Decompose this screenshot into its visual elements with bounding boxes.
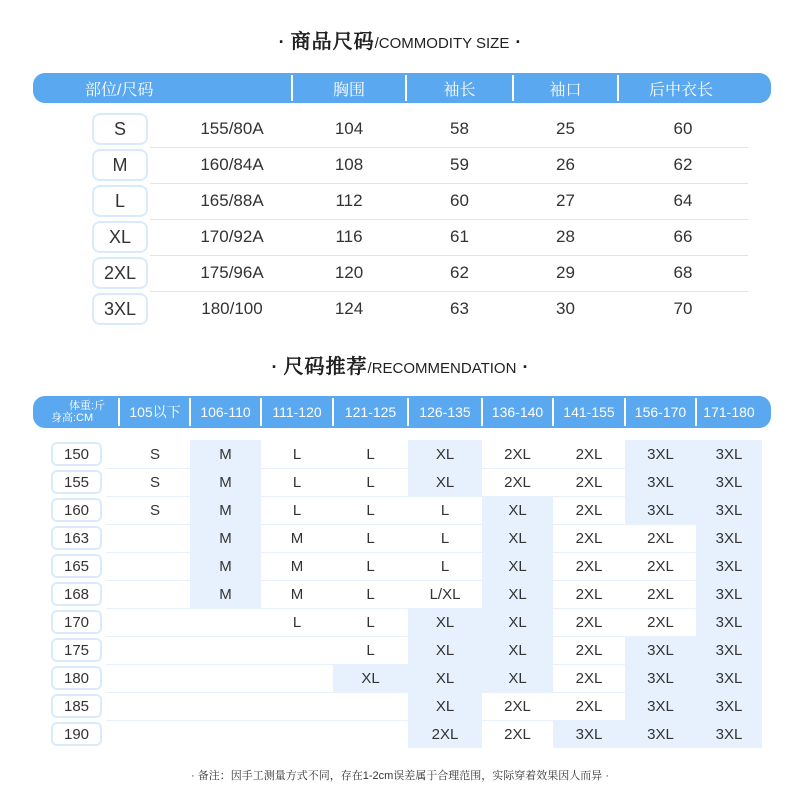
height-label: 160 [51,498,102,522]
recommended-size-cell: M [290,529,304,547]
size-table-header [33,73,771,103]
commodity-size-title-en: /COMMODITY SIZE [374,35,510,52]
cuff-value: 25 [556,119,575,138]
recommended-size-cell [261,692,333,720]
recommended-size-cell: M [190,496,261,524]
length-value: 66 [673,227,693,246]
height-label: 165 [51,554,102,578]
chest-value: 112 [335,191,363,210]
recommended-size-cell [190,692,261,720]
recommended-size-cell: 3XL [696,692,762,720]
recommended-size-cell [190,636,261,664]
recommended-size-cell: L/XL [429,585,461,603]
sleeve-value: 59 [450,155,469,174]
recommended-size-cell [190,720,261,748]
recommended-size-cell: L [366,473,375,491]
height-label: 190 [51,722,102,746]
recommended-size-cell: 2XL [575,445,603,463]
recommended-size-cell: S [149,445,160,463]
recommended-size-cell: M [190,468,261,496]
recommended-size-cell: L [292,445,302,463]
title-dot: · [271,357,278,377]
recommended-size-cell [333,692,408,720]
recommended-size-cell: L [366,613,375,631]
size-row [0,219,800,255]
size-label: XL [92,221,148,253]
corner-height-label: 身高:CM [51,412,94,424]
recommended-size-cell: 3XL [625,468,696,496]
recommended-size-cell: 2XL [575,529,603,547]
recommended-size-cell: M [290,557,304,575]
header-corner [33,396,116,428]
corner-weight-label: 体重:斤 [69,400,106,412]
recommended-size-cell [261,636,333,664]
size-spec: 155/80A [200,119,264,138]
recommended-size-cell: 2XL [647,529,674,547]
recommendation-title-en: /RECOMMENDATION [367,360,517,377]
cuff-value: 27 [556,191,575,210]
recommended-size-cell: L [440,529,450,547]
weight-header: 141-155 [563,404,615,420]
recommended-size-cell: 3XL [625,440,696,468]
height-label: 185 [51,694,102,718]
recommended-size-cell: 2XL [575,473,603,491]
size-spec: 180/100 [201,299,263,318]
recommended-size-cell: XL [408,608,482,636]
chest-value: 120 [334,263,364,282]
chest-value: 108 [334,155,364,174]
size-spec: 160/84A [200,155,264,174]
recommended-size-cell: 2XL [575,585,603,603]
recommended-size-cell [190,608,261,636]
length-value: 60 [673,119,693,138]
recommended-size-cell: L [440,501,450,519]
recommended-size-cell: 2XL [647,585,674,603]
weight-header: 171-180 [703,404,755,420]
title-dot: · [515,32,522,52]
recommended-size-cell: 3XL [696,580,762,608]
recommended-size-cell [190,664,261,692]
height-label: 170 [51,610,102,634]
height-label: 168 [51,582,102,606]
recommended-size-cell: XL [482,496,553,524]
recommended-size-cell: 2XL [575,501,603,519]
recommended-size-cell [120,580,190,608]
recommended-size-cell: 2XL [647,557,674,575]
weight-header: 111-120 [272,404,322,420]
recommended-size-cell: L [366,445,375,463]
commodity-size-title-zh: 商品尺码 [290,31,375,53]
recommended-size-cell: 2XL [575,669,603,687]
height-label: 175 [51,638,102,662]
header-cuff: 袖口 [549,81,582,99]
size-label: L [92,185,148,217]
recommended-size-cell: XL [482,636,553,664]
size-spec: 165/88A [200,191,264,210]
recommended-size-cell: L [366,501,375,519]
recommended-size-cell: 2XL [575,613,603,631]
recommendation-title [0,350,800,379]
recommended-size-cell: 2XL [504,445,531,463]
size-row [0,291,800,327]
recommended-size-cell [120,636,190,664]
title-dot: · [278,32,285,52]
length-value: 64 [673,191,693,210]
size-row [0,147,800,183]
height-label: 150 [51,442,102,466]
recommendation-table-header [33,396,771,428]
weight-header: 136-140 [491,404,544,420]
length-value: 68 [673,263,693,282]
size-spec: 175/96A [200,263,264,282]
weight-header: 126-135 [419,404,471,420]
height-label: 155 [51,470,102,494]
recommended-size-cell: XL [482,664,553,692]
recommendation-title-zh: 尺码推荐 [283,356,368,378]
recommended-size-cell: 2XL [575,697,603,715]
recommended-size-cell: M [190,524,261,552]
height-label: 163 [51,526,102,550]
height-label: 180 [51,666,102,690]
recommended-size-cell: 3XL [625,720,696,748]
recommended-size-cell: XL [408,636,482,664]
recommended-size-cell: 2XL [575,557,603,575]
recommended-size-cell: 2XL [504,725,531,743]
recommended-size-cell: S [149,501,160,519]
recommended-size-cell: XL [482,524,553,552]
recommended-size-cell [261,664,333,692]
size-label: M [92,149,148,181]
recommended-size-cell: 2XL [408,720,482,748]
recommended-size-cell [261,720,333,748]
recommended-size-cell [120,552,190,580]
recommended-size-cell: 3XL [625,692,696,720]
recommended-size-cell: 2XL [647,613,674,631]
chest-value: 116 [335,227,363,246]
recommended-size-cell: XL [408,664,482,692]
weight-header: 105以下 [129,404,181,420]
commodity-size-title [0,25,800,54]
size-row [0,255,800,291]
recommended-size-cell: 3XL [696,552,762,580]
recommended-size-cell: L [366,641,375,659]
footer-note: · 备注：因手工测量方式不同，存在1-2cm误差属于合理范围，实际穿着效果因人而异 · [191,770,609,782]
size-label: 2XL [92,257,148,289]
cuff-value: 26 [556,155,575,174]
weight-header: 106-110 [200,404,251,420]
recommended-size-cell: 3XL [625,664,696,692]
recommended-size-cell: L [366,585,375,603]
recommended-size-cell: 3XL [696,496,762,524]
recommended-size-cell: 3XL [696,468,762,496]
recommended-size-cell: 3XL [696,664,762,692]
chest-value: 104 [334,119,364,138]
recommended-size-cell: 3XL [696,720,762,748]
recommended-size-cell: 2XL [504,697,531,715]
recommended-size-cell [120,608,190,636]
chest-value: 124 [334,299,364,318]
recommended-size-cell: 3XL [625,496,696,524]
cuff-value: 29 [556,263,575,282]
sleeve-value: 63 [450,299,469,318]
recommended-size-cell: XL [482,608,553,636]
weight-header: 156-170 [634,404,687,420]
recommended-size-cell: 2XL [504,473,531,491]
recommended-size-cell [120,692,190,720]
recommended-size-cell: 3XL [625,636,696,664]
sleeve-value: 62 [450,263,469,282]
title-dot: · [522,357,529,377]
cuff-value: 30 [556,299,575,318]
header-back-length: 后中衣长 [648,81,713,99]
recommended-size-cell: L [366,557,375,575]
cuff-value: 28 [556,227,575,246]
sleeve-value: 58 [450,119,469,138]
length-value: 62 [673,155,693,174]
recommended-size-cell [120,524,190,552]
recommended-size-cell: XL [408,468,482,496]
recommended-size-cell: XL [408,692,482,720]
header-sleeve-length: 袖长 [443,81,476,99]
sleeve-value: 61 [450,227,469,246]
recommended-size-cell: 3XL [696,524,762,552]
recommended-size-cell: XL [482,580,553,608]
recommended-size-cell [333,720,408,748]
size-label: 3XL [92,293,148,325]
recommended-size-cell: M [190,580,261,608]
size-spec: 170/92A [200,227,264,246]
recommended-size-cell: M [190,440,261,468]
recommended-size-cell: L [292,613,302,631]
size-row [0,183,800,219]
recommended-size-cell: XL [482,552,553,580]
recommended-size-cell: M [190,552,261,580]
sleeve-value: 60 [450,191,469,210]
recommended-size-cell: M [290,585,304,603]
recommended-size-cell: L [440,557,450,575]
recommended-size-cell: L [366,529,375,547]
recommended-size-cell [120,664,190,692]
recommended-size-cell: 3XL [696,636,762,664]
size-row [0,111,800,147]
weight-header: 121-125 [344,404,397,420]
header-part-size: 部位/尺码 [85,81,154,99]
recommended-size-cell: XL [408,440,482,468]
recommended-size-cell: L [292,473,302,491]
length-value: 70 [673,299,693,318]
recommended-size-cell: 3XL [553,720,625,748]
recommended-size-cell: 3XL [696,440,762,468]
header-chest: 胸围 [332,81,365,99]
size-label: S [92,113,148,145]
recommended-size-cell: L [292,501,302,519]
recommended-size-cell: S [149,473,160,491]
recommended-size-cell: 3XL [696,608,762,636]
recommended-size-cell [120,720,190,748]
recommended-size-cell: XL [333,664,408,692]
recommended-size-cell: 2XL [575,641,603,659]
